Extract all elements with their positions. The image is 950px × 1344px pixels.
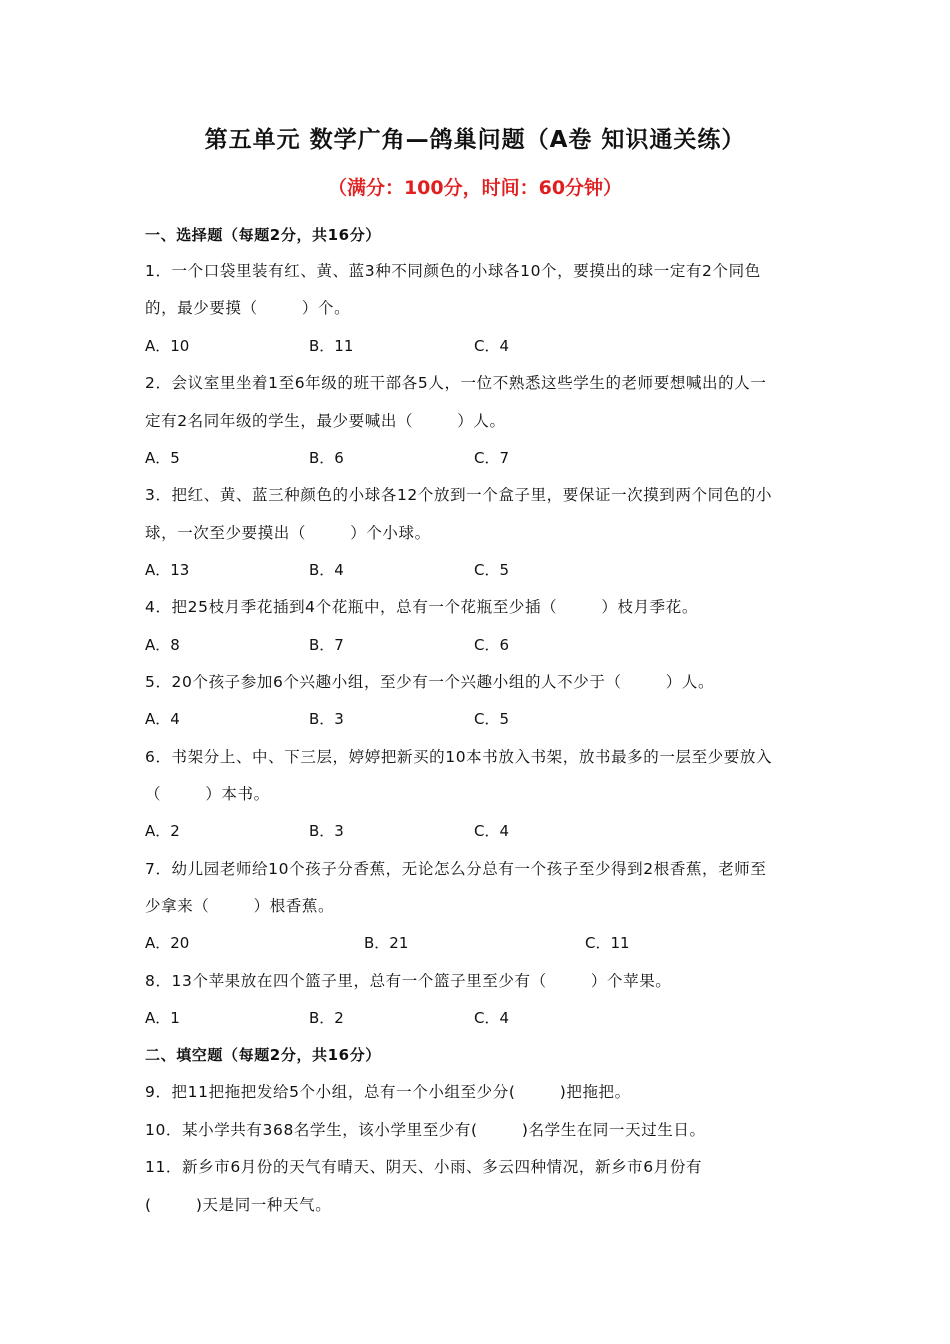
question-1-option-a: A．10 — [145, 337, 190, 355]
question-3-line-1: 3．把红、黄、蓝三种颜色的小球各12个放到一个盒子里，要保证一次摸到两个同色的小 — [145, 486, 773, 504]
question-5-option-c: C．5 — [474, 710, 510, 728]
section-heading-fill-in: 二、填空题（每题2分，共16分） — [145, 1046, 381, 1064]
question-2-option-a: A．5 — [145, 449, 180, 467]
question-6-option-b: B．3 — [309, 822, 344, 840]
question-3-option-b: B．4 — [309, 561, 344, 579]
question-7-option-c: C．11 — [585, 934, 630, 952]
question-2-option-b: B．6 — [309, 449, 344, 467]
question-11-line-2: ( )天是同一种天气。 — [145, 1196, 332, 1214]
page-title: 第五单元 数学广角—鸽巢问题（A卷 知识通关练） — [204, 127, 746, 153]
question-1-line-1: 1．一个口袋里装有红、黄、蓝3种不同颜色的小球各10个，要摸出的球一定有2个同色 — [145, 262, 761, 280]
question-3-line-2: 球，一次至少要摸出（ ）个小球。 — [145, 524, 431, 542]
question-5-option-a: A．4 — [145, 710, 180, 728]
question-10-line-1: 10．某小学共有368名学生，该小学里至少有( )名学生在同一天过生日。 — [145, 1121, 706, 1139]
question-1-option-b: B．11 — [309, 337, 354, 355]
question-8-option-b: B．2 — [309, 1009, 344, 1027]
question-6-option-c: C．4 — [474, 822, 510, 840]
question-3-option-c: C．5 — [474, 561, 510, 579]
question-7-option-a: A．20 — [145, 934, 190, 952]
question-6-line-1: 6．书架分上、中、下三层，婷婷把新买的10本书放入书架，放书最多的一层至少要放入 — [145, 748, 773, 766]
question-4-option-b: B．7 — [309, 636, 344, 654]
question-1-line-2: 的，最少要摸（ ）个。 — [145, 299, 351, 317]
question-8-option-c: C．4 — [474, 1009, 510, 1027]
question-3-option-a: A．13 — [145, 561, 190, 579]
question-7-line-1: 7．幼儿园老师给10个孩子分香蕉，无论怎么分总有一个孩子至少得到2根香蕉，老师至 — [145, 860, 767, 878]
question-1-option-c: C．4 — [474, 337, 510, 355]
section-heading-choice: 一、选择题（每题2分，共16分） — [145, 226, 381, 244]
question-6-line-2: （ ）本书。 — [145, 785, 270, 803]
question-4-option-c: C．6 — [474, 636, 510, 654]
question-2-option-c: C．7 — [474, 449, 510, 467]
question-7-line-2: 少拿来（ ）根香蕉。 — [145, 897, 335, 915]
question-4-line-1: 4．把25枝月季花插到4个花瓶中，总有一个花瓶至少插（ ）枝月季花。 — [145, 598, 698, 616]
question-7-option-b: B．21 — [364, 934, 409, 952]
question-9-line-1: 9．把11把拖把发给5个小组，总有一个小组至少分( )把拖把。 — [145, 1083, 631, 1101]
question-6-option-a: A．2 — [145, 822, 180, 840]
question-2-line-1: 2．会议室里坐着1至6年级的班干部各5人，一位不熟悉这些学生的老师要想喊出的人一 — [145, 374, 767, 392]
question-8-option-a: A．1 — [145, 1009, 180, 1027]
question-5-option-b: B．3 — [309, 710, 344, 728]
page-subtitle: （满分：100分，时间：60分钟） — [327, 177, 623, 199]
question-4-option-a: A．8 — [145, 636, 180, 654]
question-8-line-1: 8．13个苹果放在四个篮子里，总有一个篮子里至少有（ ）个苹果。 — [145, 972, 672, 990]
question-5-line-1: 5．20个孩子参加6个兴趣小组，至少有一个兴趣小组的人不少于（ ）人。 — [145, 673, 715, 691]
question-2-line-2: 定有2名同年级的学生，最少要喊出（ ）人。 — [145, 412, 506, 430]
question-11-line-1: 11．新乡市6月份的天气有晴天、阴天、小雨、多云四种情况，新乡市6月份有 — [145, 1158, 703, 1176]
